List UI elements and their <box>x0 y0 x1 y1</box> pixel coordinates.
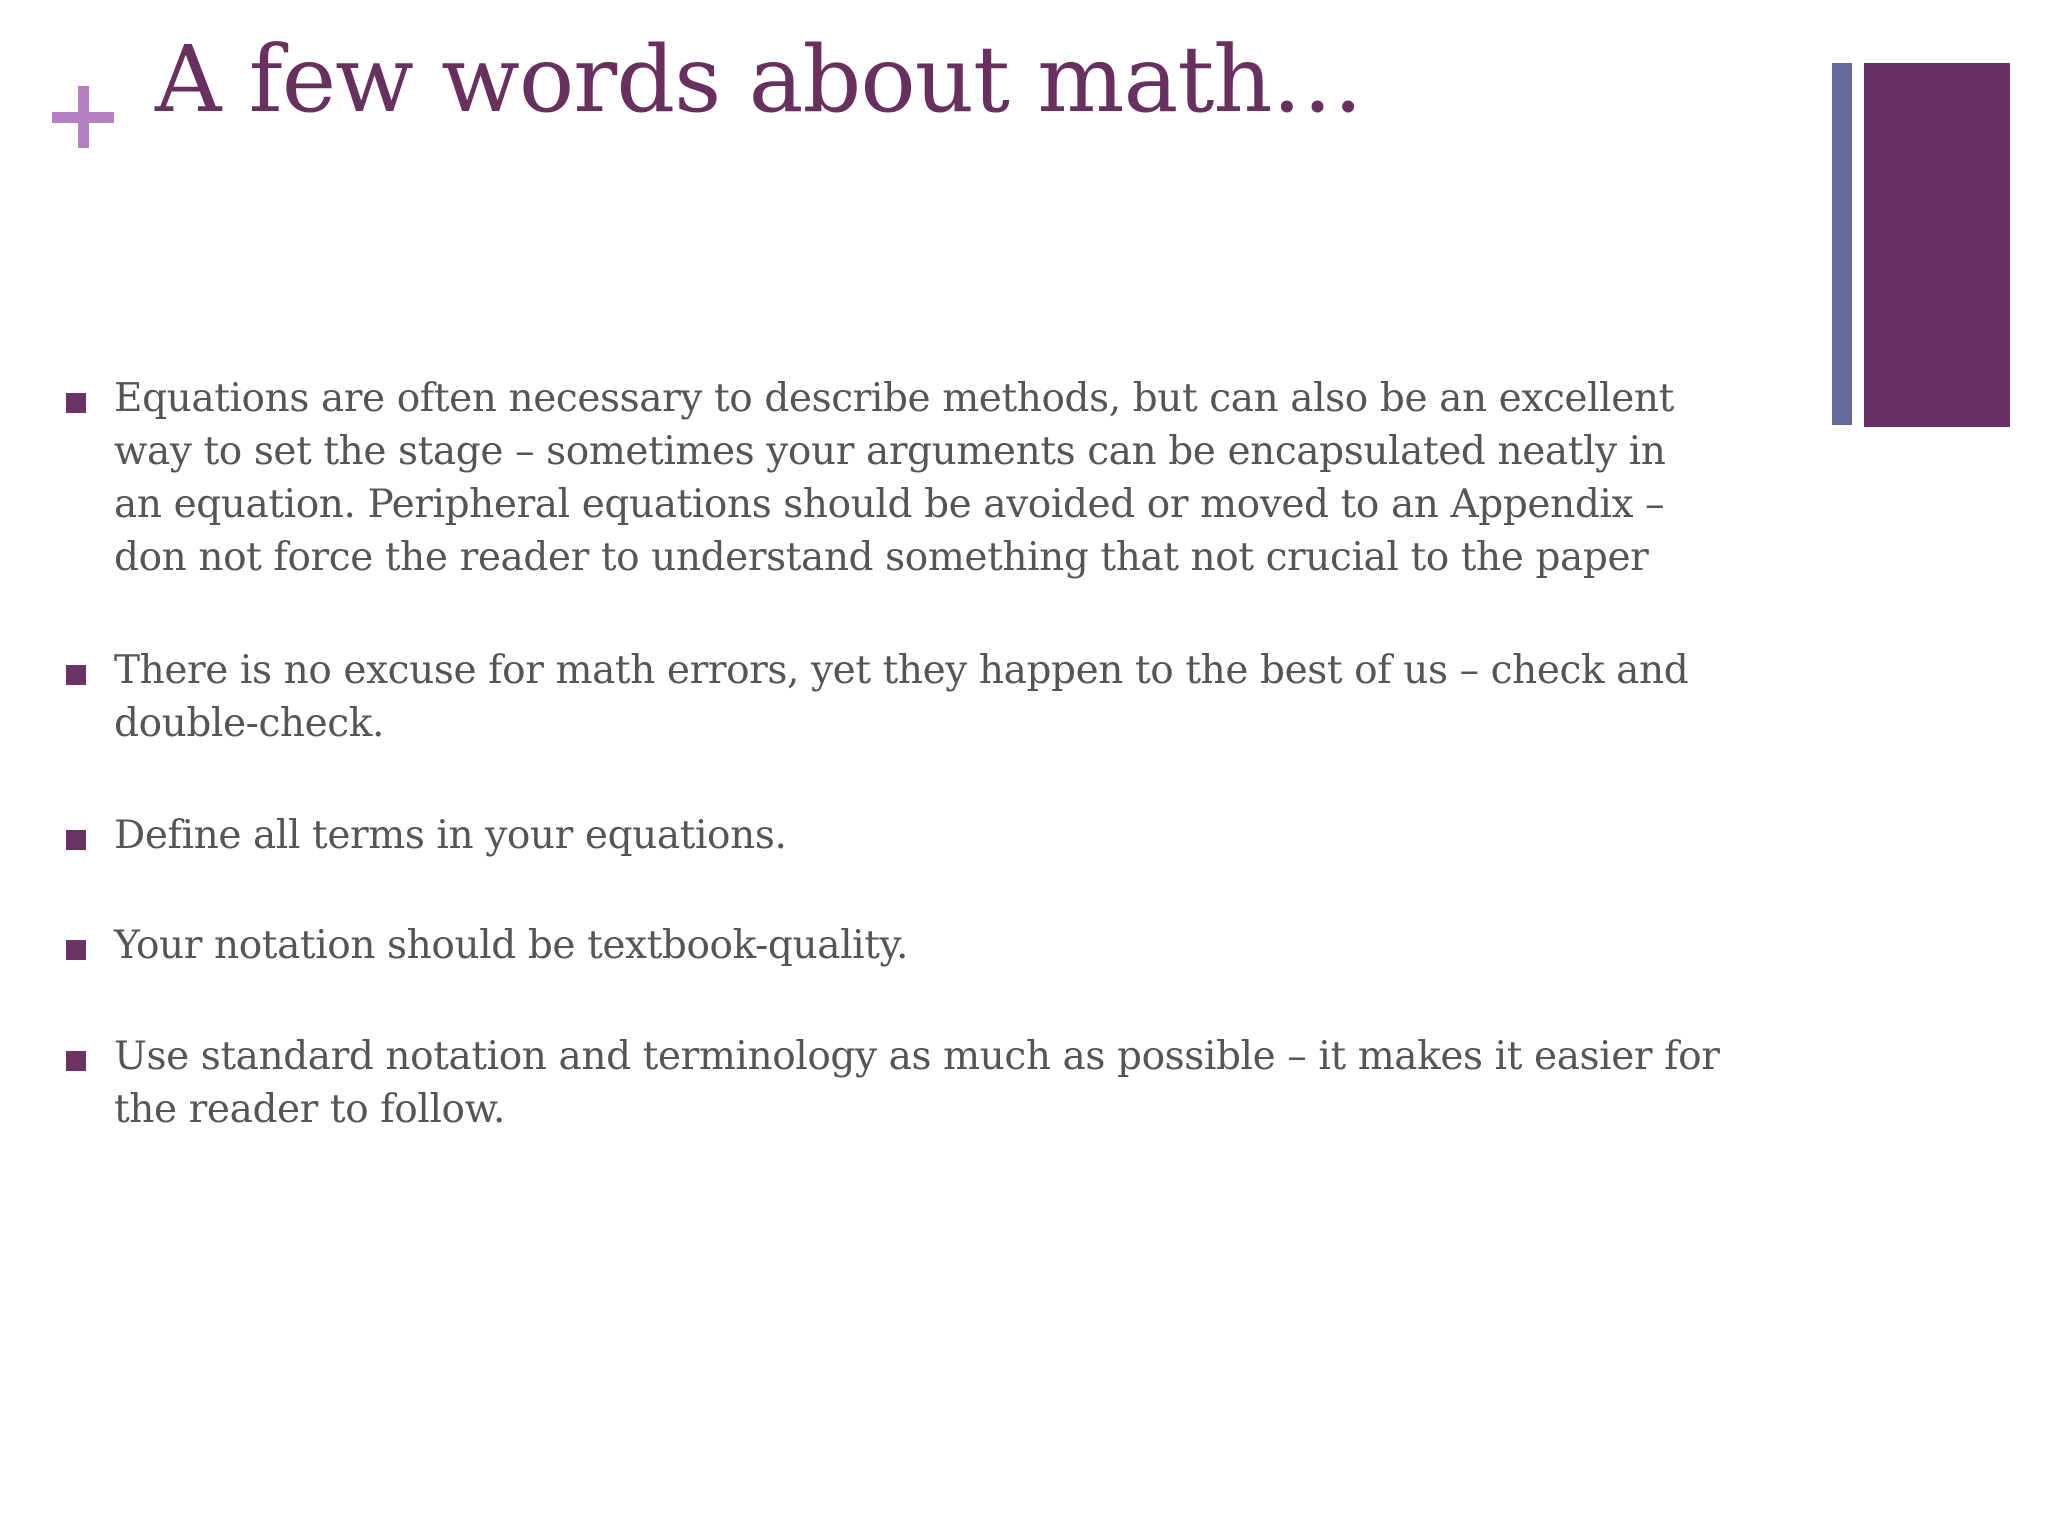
bullet-square-icon <box>66 940 86 960</box>
slide-title: A few words about math… <box>155 26 1363 133</box>
bullet-square-icon <box>66 665 86 685</box>
bullet-square-icon <box>66 830 86 850</box>
decorative-bar-thin <box>1832 63 1852 425</box>
plus-icon <box>52 86 114 148</box>
bullet-square-icon <box>66 393 86 413</box>
bullet-square-icon <box>66 1051 86 1071</box>
bullet-text: Define all terms in your equations. <box>114 813 787 858</box>
bullet-text: Your notation should be textbook-quality. <box>114 923 908 968</box>
bullet-text: There is no excuse for math errors, yet they happen to the best of us – check and double-check. <box>114 648 1689 746</box>
bullet-text: Use standard notation and terminology as much as possible – it makes it easier for the reader to follow. <box>114 1034 1720 1132</box>
bullet-text: Equations are often necessary to describe methods, but can also be an excellent way to set the stage – sometimes your arguments can be encapsulated neatly in an equation. Peripheral equations should be avoided or moved to an Appendix – don not force the reader to understand something that not crucial to the paper <box>114 376 1674 580</box>
